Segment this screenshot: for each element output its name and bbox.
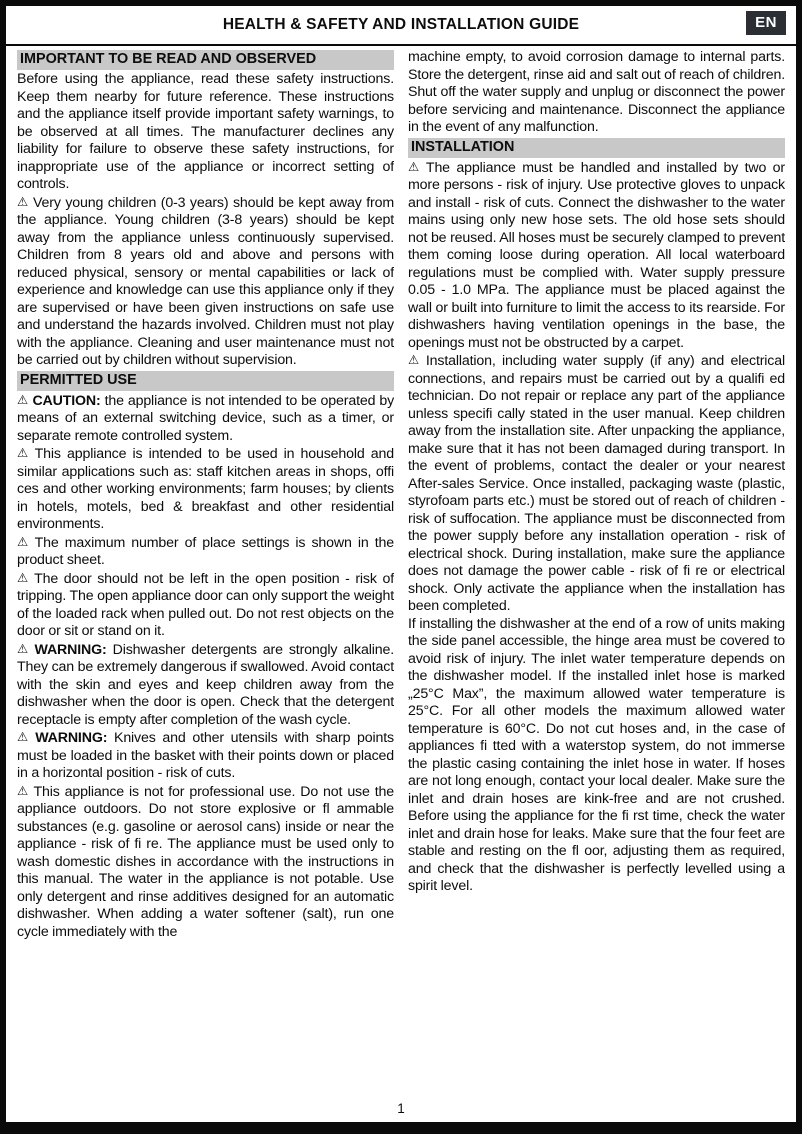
paragraph-bold-prefix: CAUTION:	[32, 392, 105, 409]
warning-icon: ⚠	[17, 391, 29, 407]
warning-icon: ⚠	[17, 533, 31, 549]
paragraph-text: This appliance is intended to be used in household and similar applications such as: staff kitchen areas in shops, offi ces and other working environments; farm houses; by clients in hotels, motels, bed & breakfast and other residential environments.	[17, 446, 394, 532]
paragraph-bold-prefix: WARNING:	[35, 730, 114, 746]
page-header	[6, 6, 796, 46]
paragraph	[17, 445, 394, 534]
paragraph-text: Dishwasher detergents are strongly alkaline. They can be extremely dangerous if swallowed. Avoid contact with the skin and eyes and keep children away from the dishwasher when the door is open. Check that the detergent receptacle is empty after completion of the wash cycle.	[17, 641, 394, 728]
warning-icon: ⚠	[17, 569, 31, 585]
page-number: 1	[397, 1101, 405, 1116]
paragraph-text: Knives and other utensils with sharp points must be loaded in the basket with their points down or placed in a horizontal position - risk of cuts.	[17, 730, 394, 781]
paragraph	[408, 49, 785, 137]
paragraph-text: Installation, including water supply (if any) and electrical connections, and repairs must be carried out by a qualifi ed technician. Do not repair or replace any part of the appliance unless specifi cally stated in the user manual. Keep children away from the installation site. After unpacking the appliance, make sure that it has not been damaged during transport. In the event of problems, contact the dealer or your nearest After-sales Service. Once installed, packaging waste (plastic, styrofoam parts etc.) must be stored out of reach of children - risk of suffocation. The appliance must be disconnected from the power supply before any installation operation - risk of electrical shock. During installation, make sure the appliance does not damage the power cable - risk of fi re or electrical shock. Only activate the appliance when the installation has been completed.	[408, 353, 785, 614]
section-heading: INSTALLATION	[408, 138, 785, 158]
paragraph-text: Very young children (0-3 years) should be kept away from the appliance. Young children (3-8 years) should be kept away from the appliance unless continuously supervised. Children from 8 years old and above and persons with reduced physical, sensory or mental capabilities or lack of experience and knowledge can use this appliance only if they are supervised or have been given instructions on safe use and understand the hazards involved. Children must not play with the appliance. Cleaning and user maintenance must not be carried out by children without supervision.	[17, 194, 394, 368]
page-footer	[6, 1096, 796, 1122]
paragraph	[17, 641, 394, 730]
warning-icon: ⚠	[17, 193, 29, 209]
paragraph	[17, 783, 394, 942]
paragraph	[408, 616, 785, 896]
paragraph	[17, 194, 394, 370]
section-heading: IMPORTANT TO BE READ AND OBSERVED	[17, 50, 394, 70]
paragraph-text: This appliance is not for professional use. Do not use the appliance outdoors. Do not store explosive or fl ammable substances (e.g. gasoline or aerosol cans) inside or near the appliance - risk of fi re. The appliance must be used only to wash domestic dishes in accordance with the instructions in this manual. The water in the appliance is not potable. Use only detergent and rinse additives designed for an automatic dishwasher. When adding a water softener (salt), run one cycle immediately with the	[17, 783, 394, 940]
warning-icon: ⚠	[17, 640, 31, 656]
warning-icon: ⚠	[17, 729, 32, 744]
paragraph	[408, 352, 785, 616]
warning-icon: ⚠	[408, 352, 422, 367]
paragraph	[17, 534, 394, 570]
page-title: HEALTH & SAFETY AND INSTALLATION GUIDE	[222, 16, 580, 33]
paragraph	[17, 71, 394, 194]
column-left	[17, 49, 394, 1086]
warning-icon: ⚠	[17, 445, 31, 460]
content-columns	[6, 46, 796, 1086]
paragraph	[17, 729, 394, 783]
warning-icon: ⚠	[17, 782, 30, 798]
paragraph-text: If installing the dishwasher at the end of a row of units making the side panel accessible, the hinge area must be covered to avoid risk of injury. The inlet water temperature depends on the dishwasher model. If the installed inlet hose is marked „25°C Max”, the maximum allowed water temperature is 25°C. For all other models the maximum allowed water temperature is 60°C. Do not cut hoses and, in the case of appliances fi tted with a waterstop system, do not immerse the plastic casing containing the inlet hose in water. If hoses are not long enough, contact your local dealer. Make sure the inlet and drain hoses are kink-free and are not crushed. Before using the appliance for the fi rst time, check the water inlet and drain hose for leaks. Make sure that the four feet are stable and resting on the fl oor, adjusting them as required, and check that the dishwasher is perfectly levelled using a spirit level.	[408, 615, 785, 894]
warning-icon: ⚠	[408, 158, 422, 174]
paragraph-text: The maximum number of place settings is shown in the product sheet.	[17, 534, 394, 568]
paragraph-text: Before using the appliance, read these safety instructions. Keep them nearby for future reference. These instructions and the appliance itself provide important safety warnings, to be observed at all times. The manufacturer declines any liability for failure to observe these safety instructions, for inappropriate use of the appliance or incorrect setting of controls.	[17, 71, 394, 192]
paragraph-text: the appliance is not intended to be operated by means of an external switching device, such as a timer, or separate remote controlled system.	[17, 392, 394, 444]
paragraph	[408, 159, 785, 353]
paragraph-bold-prefix: WARNING:	[34, 641, 113, 658]
paragraph	[17, 392, 394, 446]
language-badge: EN	[746, 11, 786, 35]
paragraph-text: The door should not be left in the open position - risk of tripping. The open appliance door can only support the weight of the loaded rack when pulled out. Do not rest objects on the door or sit or stand on it.	[17, 570, 394, 639]
column-right	[408, 49, 785, 1086]
paragraph	[17, 570, 394, 641]
paragraph-text: machine empty, to avoid corrosion damage to internal parts. Store the detergent, rinse aid and salt out of reach of children. Shut off the water supply and unplug or disconnect the power before servicing and maintenance. Disconnect the appliance in the event of any malfunction.	[408, 49, 785, 135]
section-heading: PERMITTED USE	[17, 371, 394, 391]
paragraph-text: The appliance must be handled and installed by two or more persons - risk of injury. Use protective gloves to unpack and install - risk of cuts. Connect the dishwasher to the water mains using only new hose sets. The old hose sets should not be reused. All hoses must be securely clamped to prevent them coming loose during operation. All local waterboard regulations must be complied with. Water supply pressure 0.05 - 1.0 MPa. The appliance must be placed against the wall or built into furniture to limit the access to its rearside. For dishwashers having ventilation openings in the base, the openings must not be obstructed by a carpet.	[408, 159, 785, 351]
